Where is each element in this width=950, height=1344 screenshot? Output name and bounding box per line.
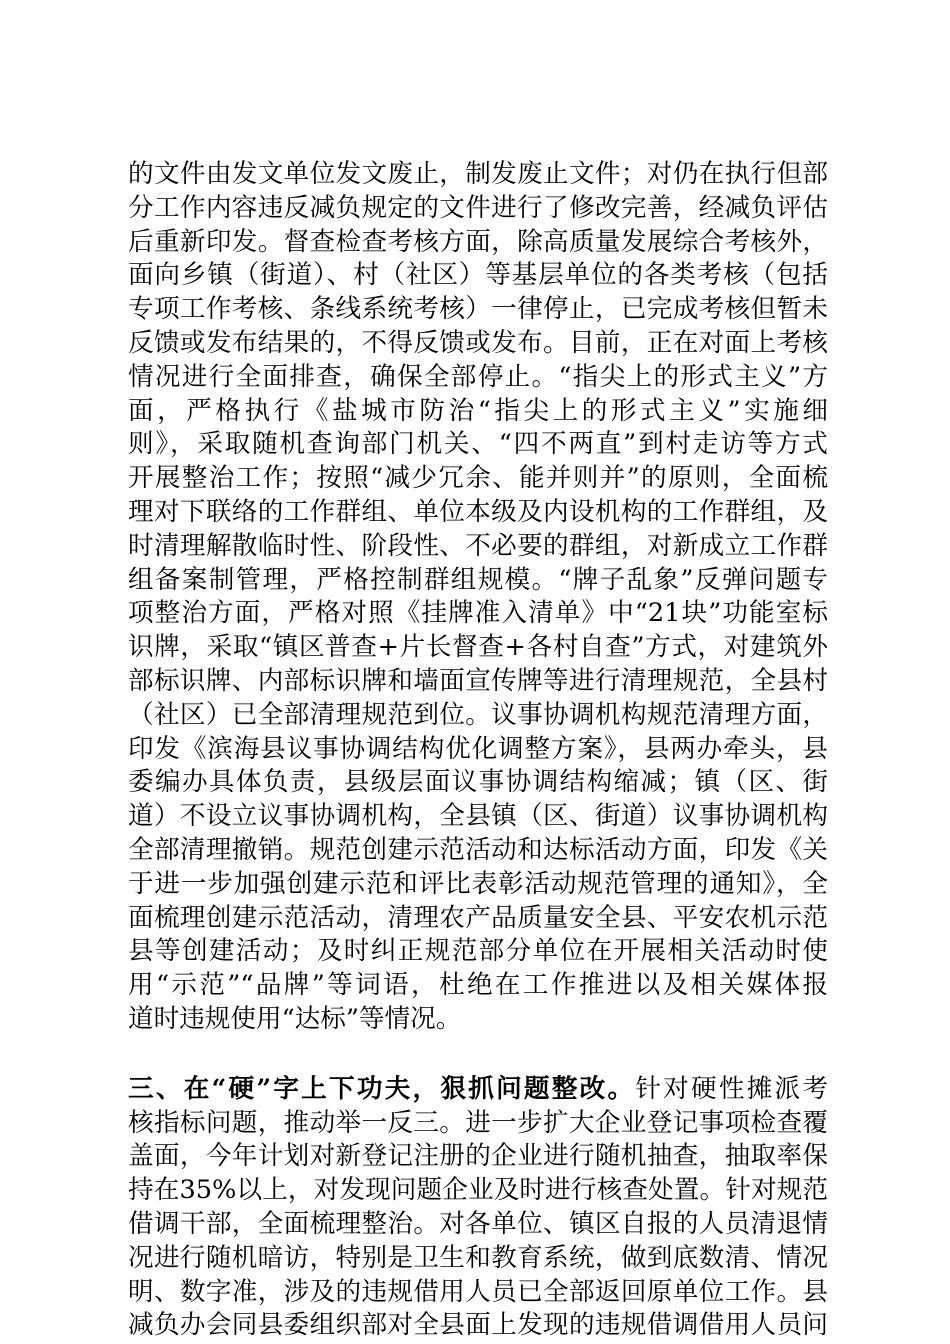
section-heading: 三、在“硬”字上下功夫，狠抓问题整改。 (128, 1073, 636, 1104)
text-line: 面向乡镇（街道）、村（社区）等基层单位的各类考核（包括 (128, 260, 828, 291)
text-line: 盖面，今年计划对新登记注册的企业进行随机抽查，抽取率保 (128, 1141, 828, 1172)
text-line: 明、数字准，涉及的违规借用人员已全部返回原单位工作。县 (128, 1276, 828, 1307)
document-page (128, 158, 828, 1343)
text-line: 面，严格执行《盐城市防治“指尖上的形式主义”实施细 (128, 395, 828, 426)
text-line: 于进一步加强创建示范和评比表彰活动规范管理的通知》，全 (128, 868, 828, 899)
text-line: 后重新印发。督查检查考核方面，除高质量发展综合考核外， (128, 226, 828, 257)
text-line: 借调干部，全面梳理整治。对各单位、镇区自报的人员清退情 (128, 1208, 828, 1239)
text-line: 持在35%以上，对发现问题企业及时进行核查处置。针对规范 (128, 1175, 828, 1206)
text-line: 时清理解散临时性、阶段性、不必要的群组，对新成立工作群 (128, 530, 828, 561)
text-line: 道时违规使用“达标”等情况。 (128, 1003, 462, 1034)
text-line: 项整治方面，严格对照《挂牌准入清单》中“21块”功能室标 (128, 598, 828, 629)
text-line: 理对下联络的工作群组、单位本级及内设机构的工作群组，及 (128, 496, 828, 527)
text-line: 组备案制管理，严格控制群组规模。“牌子乱象”反弹问题专 (128, 564, 828, 595)
paragraph-1 (128, 158, 828, 1037)
text-line: 减负办会同县委组织部对全县面上发现的违规借调借用人员问 (128, 1310, 828, 1341)
text-line: 核指标问题，推动举一反三。进一步扩大企业登记事项检查覆 (128, 1107, 828, 1138)
text-line: 开展整治工作；按照“减少冗余、能并则并”的原则，全面梳 (128, 463, 828, 494)
text-line: 反馈或发布结果的，不得反馈或发布。目前，正在对面上考核 (128, 327, 828, 358)
text-line: （社区）已全部清理规范到位。议事协调机构规范清理方面， (128, 699, 828, 730)
text-line: 况进行随机暗访，特别是卫生和教育系统，做到底数清、情况 (128, 1242, 828, 1273)
text-line: 全部清理撤销。规范创建示范活动和达标活动方面，印发《关 (128, 834, 828, 865)
text-line: 则》，采取随机查询部门机关、“四不两直”到村走访等方式 (128, 429, 828, 460)
text-line (128, 1073, 828, 1107)
text-line: 县等创建活动；及时纠正规范部分单位在开展相关活动时使 (128, 936, 828, 967)
text-line: 用“示范”“品牌”等词语，杜绝在工作推进以及相关媒体报 (128, 970, 828, 1001)
text-line: 面梳理创建示范活动，清理农产品质量安全县、平安农机示范 (128, 902, 828, 933)
text-line: 分工作内容违反减负规定的文件进行了修改完善，经减负评估 (128, 192, 828, 223)
heading-continuation: 针对硬性摊派考 (635, 1073, 828, 1104)
text-line: 的文件由发文单位发文废止，制发废止文件；对仍在执行但部 (128, 159, 828, 189)
text-line: 道）不设立议事协调机构，全县镇（区、街道）议事协调机构 (128, 801, 828, 832)
text-line: 情况进行全面排查，确保全部停止。“指尖上的形式主义”方 (128, 361, 828, 392)
text-line: 委编办具体负责，县级层面议事协调结构缩减；镇（区、街 (128, 767, 828, 798)
text-line: 印发《滨海县议事协调结构优化调整方案》，县两办牵头，县 (128, 733, 828, 764)
text-line: 部标识牌、内部标识牌和墙面宣传牌等进行清理规范，全县村 (128, 665, 828, 696)
text-line: 专项工作考核、条线系统考核）一律停止，已完成考核但暂未 (128, 294, 828, 325)
paragraph-2 (128, 1073, 828, 1343)
paragraph-gap (128, 1037, 828, 1073)
text-line: 识牌，采取“镇区普查+片长督查+各村自查”方式，对建筑外 (128, 632, 828, 663)
